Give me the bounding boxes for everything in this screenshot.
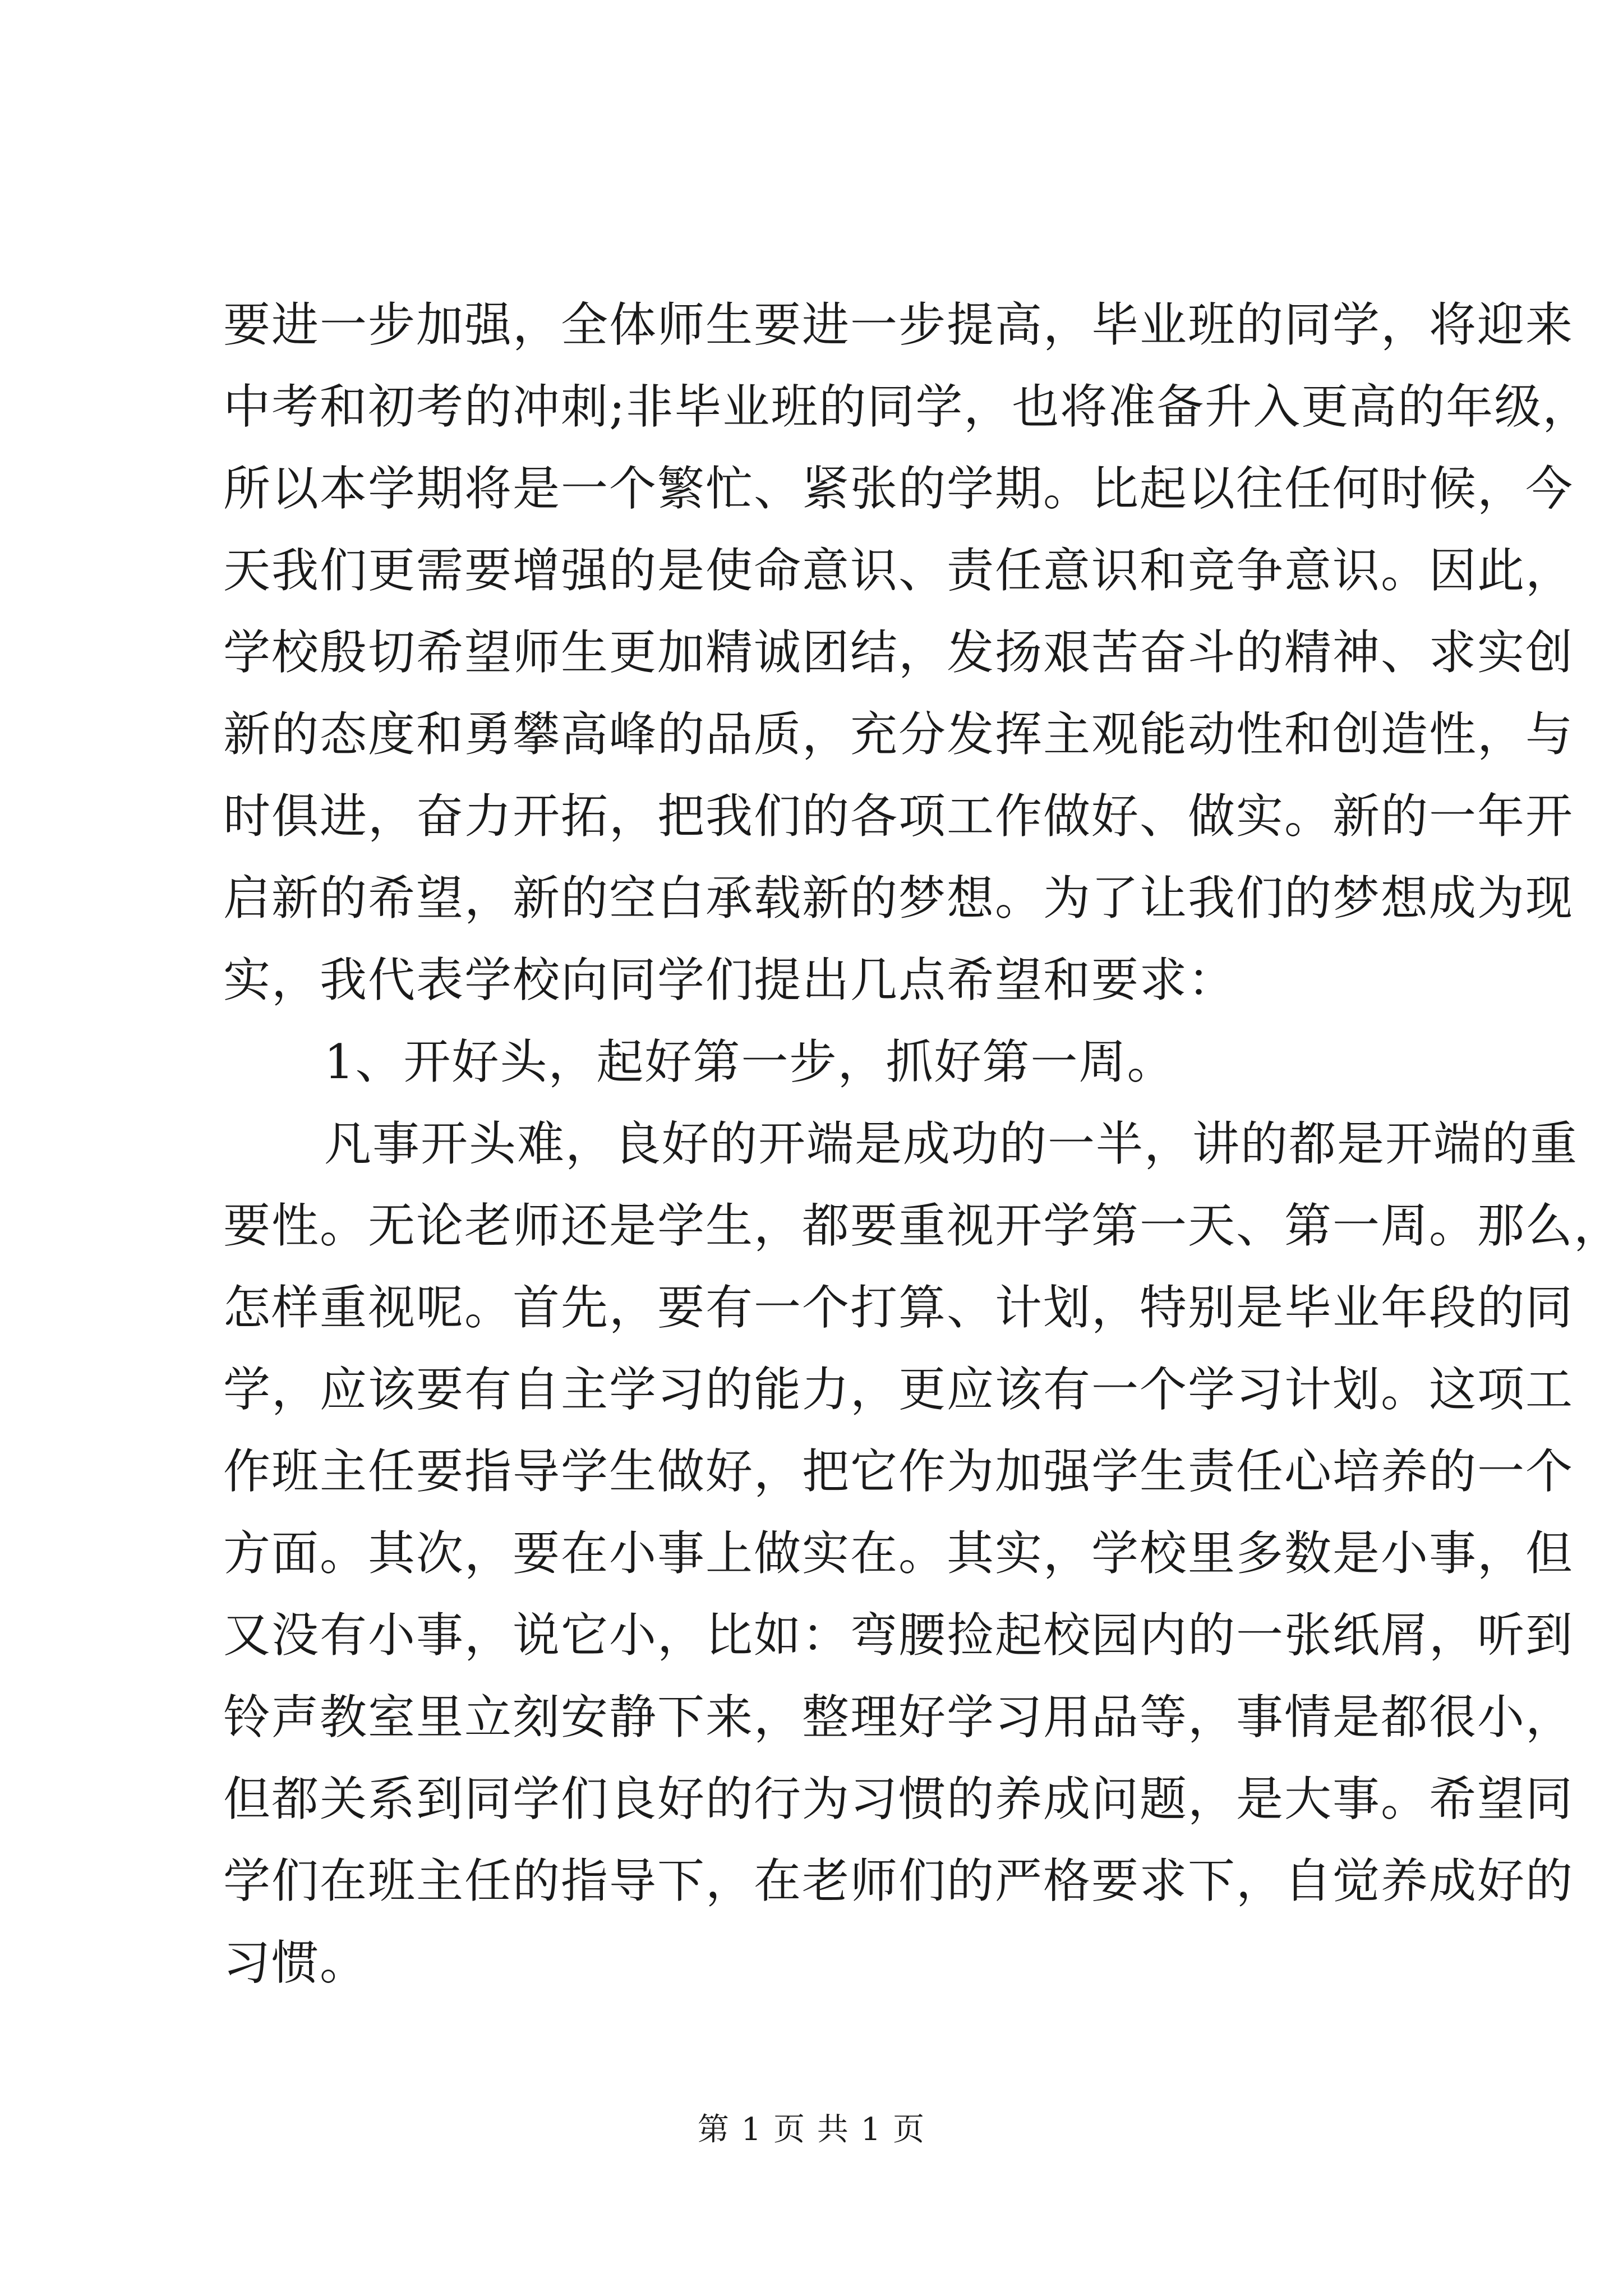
text-line: 学校殷切希望师生更加精诚团结，发扬艰苦奋斗的精神、求实创	[223, 625, 1574, 680]
text-line: 天我们更需要增强的是使命意识、责任意识和竞争意识。因此，	[223, 543, 1574, 598]
text-line: 方面。其次，要在小事上做实在。其实，学校里多数是小事，但	[223, 1526, 1574, 1581]
text-line: 习惯。	[223, 1935, 368, 1990]
text-line: 学，应该要有自主学习的能力，更应该有一个学习计划。这项工	[223, 1362, 1574, 1417]
text-line: 作班主任要指导学生做好，把它作为加强学生责任心培养的一个	[223, 1444, 1574, 1499]
text-line: 凡事开头难，良好的开端是成功的一半，讲的都是开端的重	[324, 1116, 1579, 1171]
text-line: 新的态度和勇攀高峰的品质，充分发挥主观能动性和创造性，与	[223, 707, 1574, 762]
text-line: 但都关系到同学们良好的行为习惯的养成问题，是大事。希望同	[223, 1772, 1574, 1826]
text-line: 启新的希望，新的空白承载新的梦想。为了让我们的梦想成为现	[223, 871, 1574, 926]
text-line: 中考和初考的冲刺;非毕业班的同学，也将准备升入更高的年级，	[223, 379, 1591, 434]
text-line: 实，我代表学校向同学们提出几点希望和要求：	[223, 953, 1237, 1007]
text-line: 又没有小事，说它小，比如：弯腰捡起校园内的一张纸屑，听到	[223, 1608, 1574, 1663]
text-line: 要性。无论老师还是学生，都要重视开学第一天、第一周。那么，	[223, 1198, 1622, 1253]
text-line: 所以本学期将是一个繁忙、紧张的学期。比起以往任何时候，今	[223, 461, 1574, 516]
text-line: 要进一步加强，全体师生要进一步提高，毕业班的同学，将迎来	[223, 297, 1574, 352]
text-line: 铃声教室里立刻安静下来，整理好学习用品等，事情是都很小，	[223, 1690, 1574, 1745]
text-line: 学们在班主任的指导下，在老师们的严格要求下，自觉养成好的	[223, 1853, 1574, 1908]
document-body	[223, 284, 1622, 2004]
text-line: 1、开好头，起好第一步，抓好第一周。	[324, 1034, 1175, 1089]
page-footer: 第 1 页 共 1 页	[697, 2111, 926, 2148]
text-line: 怎样重视呢。首先，要有一个打算、计划，特别是毕业年段的同	[223, 1280, 1574, 1335]
text-line: 时俱进，奋力开拓，把我们的各项工作做好、做实。新的一年开	[223, 789, 1574, 844]
